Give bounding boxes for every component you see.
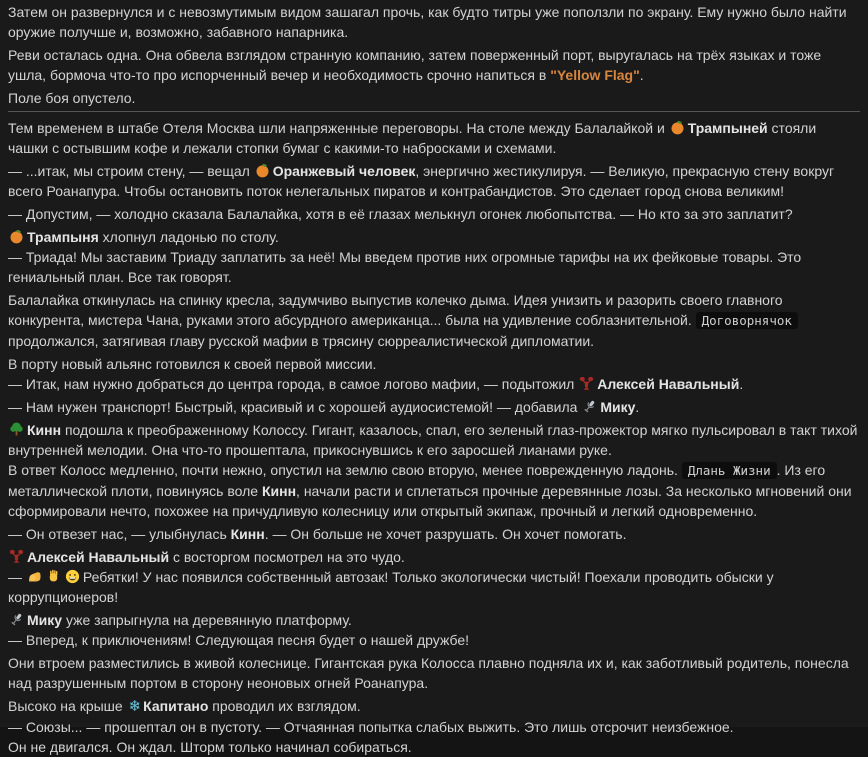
lobster-icon: [9, 549, 24, 564]
paragraph-text: , начали расти и сплетаться прочные деревянные лозы. За несколько мгновений они сформировали нечто, похожее на причудливую колесницу или открытый экипаж, прочный и легкий одновременно.: [8, 483, 852, 519]
story-paragraph: [8, 524, 860, 544]
paragraph-text: —: [8, 569, 26, 585]
paragraph-text: — Итак, нам нужно добраться до центра города, в самое логово мафии, — подытожил: [8, 376, 579, 392]
paragraph-text: Балалайка откинулась на спинку кресла, задумчиво выпустив колечко дыма. Идея унизить и разорить своего главного конкурента, мистера Чана, руками этого абсурдного американца... была на удивление соблазнительной.: [8, 292, 783, 328]
paragraph-text: хлопнул ладонью по столу.: [98, 229, 279, 245]
paragraph-text: Реви осталась одна. Она обвела взглядом странную компанию, затем поверженный порт, выругалась на трёх языках и тоже ушла, бормоча что-то про испорченный вечер и необходимость срочно напиться в: [8, 47, 822, 83]
tangerine-icon: [9, 229, 24, 244]
tangerine-icon: [670, 120, 685, 135]
inline-code: Длань Жизни: [682, 462, 777, 479]
paragraph-text: Затем он развернулся и с невозмутимым видом зашагал прочь, как будто титры уже поползли по экрану. Ему нужно было найти оружие получше и, возможно, забавного напарника.: [8, 4, 847, 40]
character-name: Алексей Навальный: [597, 376, 740, 392]
paragraph-text: В ответ Колосс медленно, почти нежно, опустил на землю свою вторую, менее поврежденную ладонь.: [8, 462, 682, 478]
story-paragraph: [8, 547, 860, 607]
paragraph-text: Поле боя опустело.: [8, 90, 136, 106]
story-paragraph: [8, 290, 860, 351]
paragraph-text: с восторгом посмотрел на это чудо.: [169, 549, 405, 565]
story-paragraph: [8, 88, 860, 108]
inline-code: Договорнячок: [696, 312, 798, 329]
paragraph-text: — Союзы... — прошептал он в пустоту. — Отчаянная попытка слабых выжить. Это лишь отсрочит неизбежное.: [8, 719, 734, 735]
paragraph-text: — Вперед, к приключениям! Следующая песня будет о нашей дружбе!: [8, 632, 470, 648]
tree-icon: [9, 422, 24, 437]
character-name: Алексей Навальный: [27, 549, 170, 565]
grinning-face-icon: [65, 569, 80, 584]
tangerine-icon: [255, 163, 270, 178]
paragraph-text: продолжался, затягивая главу русской мафии в трясину сюрреалистической дипломатии.: [8, 333, 595, 349]
paragraph-text: . — Он больше не хочет разрушать. Он хочет помогать.: [264, 526, 627, 542]
paragraph-text: В порту новый альянс готовился к своей первой миссии.: [8, 356, 377, 372]
story-paragraph: [8, 653, 860, 693]
character-name: Кинн: [230, 526, 265, 542]
paragraph-text: .: [639, 67, 644, 83]
paragraph-text: — Нам нужен транспорт! Быстрый, красивый и с хорошей аудиосистемой! — добавила: [8, 399, 582, 415]
story-paragraph: [8, 420, 860, 521]
microphone-icon: [582, 399, 597, 414]
waving-hand-icon: [46, 569, 61, 584]
paragraph-text: Высоко на крыше: [8, 698, 127, 714]
paragraph-text: . Из его металлической плоти, повинуясь воле: [8, 462, 826, 499]
paragraph-text: Они втроем разместились в живой колеснице. Гигантская рука Колосса плавно подняла их и, как заботливый родитель, понесла над разрушенным портом в сторону неоновых огней Роанапура.: [8, 655, 849, 691]
character-name: Оранжевый человек: [272, 163, 416, 179]
paragraph-text: — Триада! Мы заставим Триаду заплатить за неё! Мы введем против них огромные тарифы на их фейковые товары. Это гениальный план. Все так говорят.: [8, 249, 802, 285]
paragraph-text: стояли чашки с остывшим кофе и лежали стопки бумаг с какими-то набросками и схемами.: [8, 120, 817, 156]
story-paragraph: [8, 610, 860, 650]
section-divider: [8, 111, 860, 112]
character-name: Мику: [600, 399, 636, 415]
paragraph-text: Ребятки! У нас появился собственный автозак! Только экологически чистый! Поехали проводить обыски у коррупционеров!: [8, 569, 774, 605]
story-paragraph: [8, 118, 860, 158]
flexed-biceps-icon: [27, 569, 42, 584]
paragraph-text: подошла к преображенному Колоссу. Гигант, казалось, спал, его зеленый глаз-прожектор мягко пульсировал в такт тихой внутренней мелодии. Она что-то прошептала, прикоснувшись к его заросшей лианами руке.: [8, 422, 858, 458]
quoted-text: "Yellow Flag": [550, 67, 640, 83]
paragraph-text: — ...итак, мы строим стену, — вещал: [8, 163, 254, 179]
character-name: Трампыня: [27, 229, 99, 245]
story-paragraph: [8, 696, 860, 757]
paragraph-text: Тем временем в штабе Отеля Москва шли напряженные переговоры. На столе между Балалайкой и: [8, 120, 669, 136]
paragraph-text: — Допустим, — холодно сказала Балалайка, хотя в её глазах мелькнул огонек любопытства. — Но кто за это заплатит?: [8, 206, 793, 222]
character-name: Кинн: [261, 483, 297, 499]
paragraph-text: проводил их взглядом.: [208, 698, 361, 714]
snowflake-icon: ❄: [128, 698, 142, 715]
story-paragraph: [8, 204, 860, 224]
character-name: Мику: [27, 612, 63, 628]
lobster-icon: [579, 376, 594, 391]
story-paragraph: [8, 45, 860, 85]
paragraph-text: .: [635, 399, 640, 415]
paragraph-text: уже запрыгнула на деревянную платформу.: [62, 612, 352, 628]
story-paragraph: [8, 161, 860, 201]
character-name: Капитано: [143, 698, 209, 714]
paragraph-text: , энергично жестикулируя. — Великую, прекрасную стену вокруг всего Роанапура. Чтобы остановить поток нелегальных пиратов и контрабандистов. Это сделает город снова великим!: [8, 163, 835, 199]
paragraph-text: Он не двигался. Он ждал. Шторм только начинал собираться.: [8, 739, 412, 755]
paragraph-text: — Он отвезет нас, — улыбнулась: [8, 526, 231, 542]
story-paragraph: [8, 227, 860, 287]
story-paragraph: [8, 2, 860, 42]
story-paragraph: [8, 397, 860, 417]
character-name: Трампыней: [687, 120, 768, 136]
microphone-icon: [9, 612, 24, 627]
character-name: Кинн: [27, 422, 62, 438]
paragraph-text: .: [739, 376, 744, 392]
story-paragraph: [8, 354, 860, 394]
